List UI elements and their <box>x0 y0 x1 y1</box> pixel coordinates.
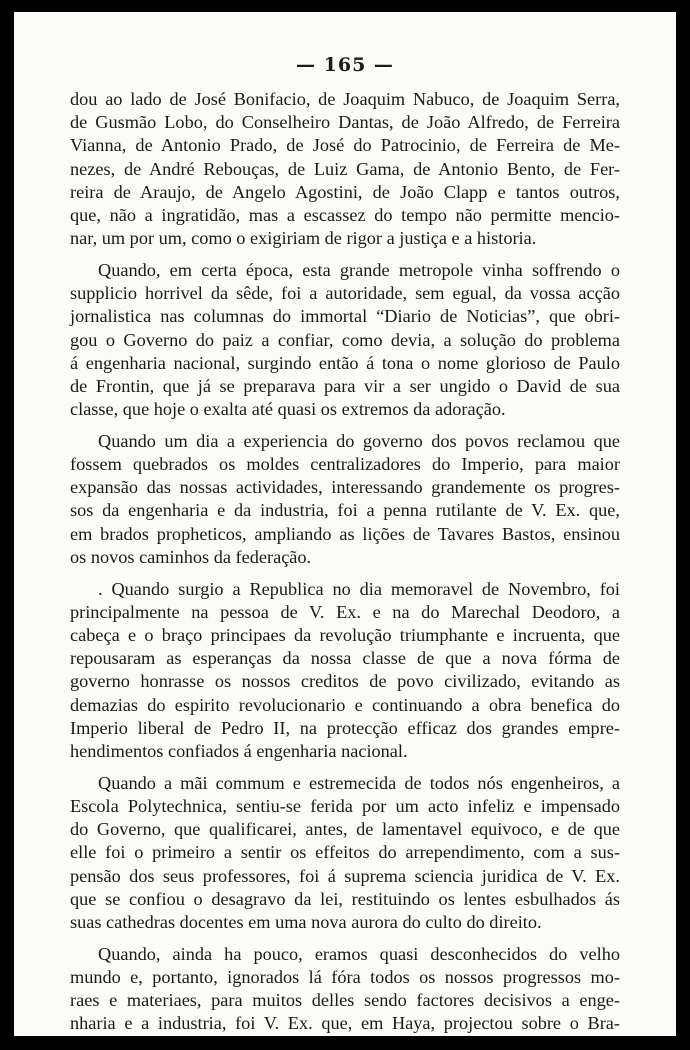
text-line: á engenharia nacional, surgindo então á tona o nome glorioso de Paulo <box>70 352 620 373</box>
paragraph <box>70 88 620 250</box>
text-line: raes e materiaes, para muitos delles sendo factores decisivos a enge- <box>70 990 620 1011</box>
text-line: nezes, de André Rebouças, de Luiz Gama, de Antonio Bento, de Fer- <box>70 158 620 179</box>
text-line: que, não a ingratidão, mas a escassez do tempo não permitte mencio- <box>70 205 620 226</box>
text-line: que se confiou o desagravo da lei, restituindo os lentes esbulhados ás <box>70 888 620 909</box>
text-line: de Frontin, que já se preparava para vir a ser ungido o David de sua <box>70 375 620 396</box>
text-line: classe, que hoje o exalta até quasi os extremos da adoração. <box>70 399 506 420</box>
text-line: suas cathedras docentes em uma nova aurora do culto do direito. <box>70 911 542 932</box>
text-line: Imperio liberal de Pedro II, na protecção efficaz dos grandes empre- <box>70 717 620 738</box>
text-line: do Governo, que qualificarei, antes, de lamentavel equivoco, e de que <box>70 819 620 840</box>
text-line: . Quando surgio a Republica no dia memoravel de Novembro, foi <box>98 578 620 599</box>
text-line: Quando um dia a experiencia do governo dos povos reclamou que <box>98 430 620 451</box>
text-line: dou ao lado de José Bonifacio, de Joaquim Nabuco, de Joaquim Serra, <box>70 89 620 109</box>
text-line: Quando, ainda ha pouco, eramos quasi desconhecidos do velho <box>98 943 620 964</box>
text-line: sos da engenharia e da industria, foi a penna rutilante de V. Ex. que, <box>70 500 620 521</box>
text-line: pensão dos seus professores, foi á suprema sciencia juridica de V. Ex. <box>70 865 620 886</box>
text-line: repousaram as esperanças da nossa classe de que a nova fórma de <box>70 648 620 669</box>
text-line: expansão das nossas actividades, interessando grandemente os progres- <box>70 477 620 498</box>
text-line: reira de Araujo, de Angelo Agostini, de João Clapp e tantos outros, <box>70 181 620 202</box>
text-line: mundo e, portanto, ignorados lá fóra todos os nossos progressos mo- <box>70 966 620 987</box>
text-line: em brados propheticos, ampliando as lições de Tavares Bastos, ensinou <box>70 523 620 544</box>
text-line: principalmente na pessoa de V. Ex. e na do Marechal Deodoro, a <box>70 601 620 622</box>
text-line: governo honrasse os nossos creditos de povo civilizado, evitando as <box>70 671 620 692</box>
paragraph <box>70 259 620 421</box>
paragraph <box>70 578 620 764</box>
paragraph <box>70 430 620 569</box>
text-line: elle foi o primeiro a sentir os effeitos do arrependimento, com a sus- <box>70 842 620 863</box>
text-line: de Gusmão Lobo, do Conselheiro Dantas, de João Alfredo, de Ferreira <box>70 112 620 133</box>
text-line: supplicio horrivel da sêde, foi a autoridade, sem egual, da vossa acção <box>70 283 620 304</box>
text-line: hendimentos confiados á engenharia nacional. <box>70 740 408 761</box>
paragraph <box>70 943 620 1036</box>
text-line: Escola Polytechnica, sentiu-se ferida por um acto infeliz e impensado <box>70 795 620 816</box>
text-line: jornalistica nas columnas do immortal “Diario de Noticias”, que obri- <box>70 306 620 327</box>
page-number: — 165 — <box>296 54 394 76</box>
paragraph <box>70 772 620 934</box>
text-line: Vianna, de Antonio Prado, de José do Patrocinio, de Ferreira de Me- <box>70 135 620 156</box>
body-text <box>70 88 620 1036</box>
book-page <box>14 12 676 1036</box>
text-line: demazias do espirito revolucionario e continuando a obra benefica do <box>70 694 620 715</box>
text-line: fossem quebrados os moldes centralizadores do Imperio, para maior <box>70 454 620 475</box>
text-line: gou o Governo do paiz a confiar, como devia, a solução do problema <box>70 329 620 350</box>
text-line: os novos caminhos da federação. <box>70 546 312 567</box>
text-line: Quando, em certa época, esta grande metropole vinha soffrendo o <box>98 259 620 280</box>
text-line: nharia e a industria, foi V. Ex. que, em Haya, projectou sobre o Bra- <box>70 1013 620 1034</box>
text-line: cabeça e o braço principaes da revolução triumphante e incruenta, que <box>70 624 620 645</box>
text-line: Quando a mãi commum e estremecida de todos nós engenheiros, a <box>98 772 620 793</box>
text-line: nar, um por um, como o exigiriam de rigor a justiça e a historia. <box>70 228 537 249</box>
